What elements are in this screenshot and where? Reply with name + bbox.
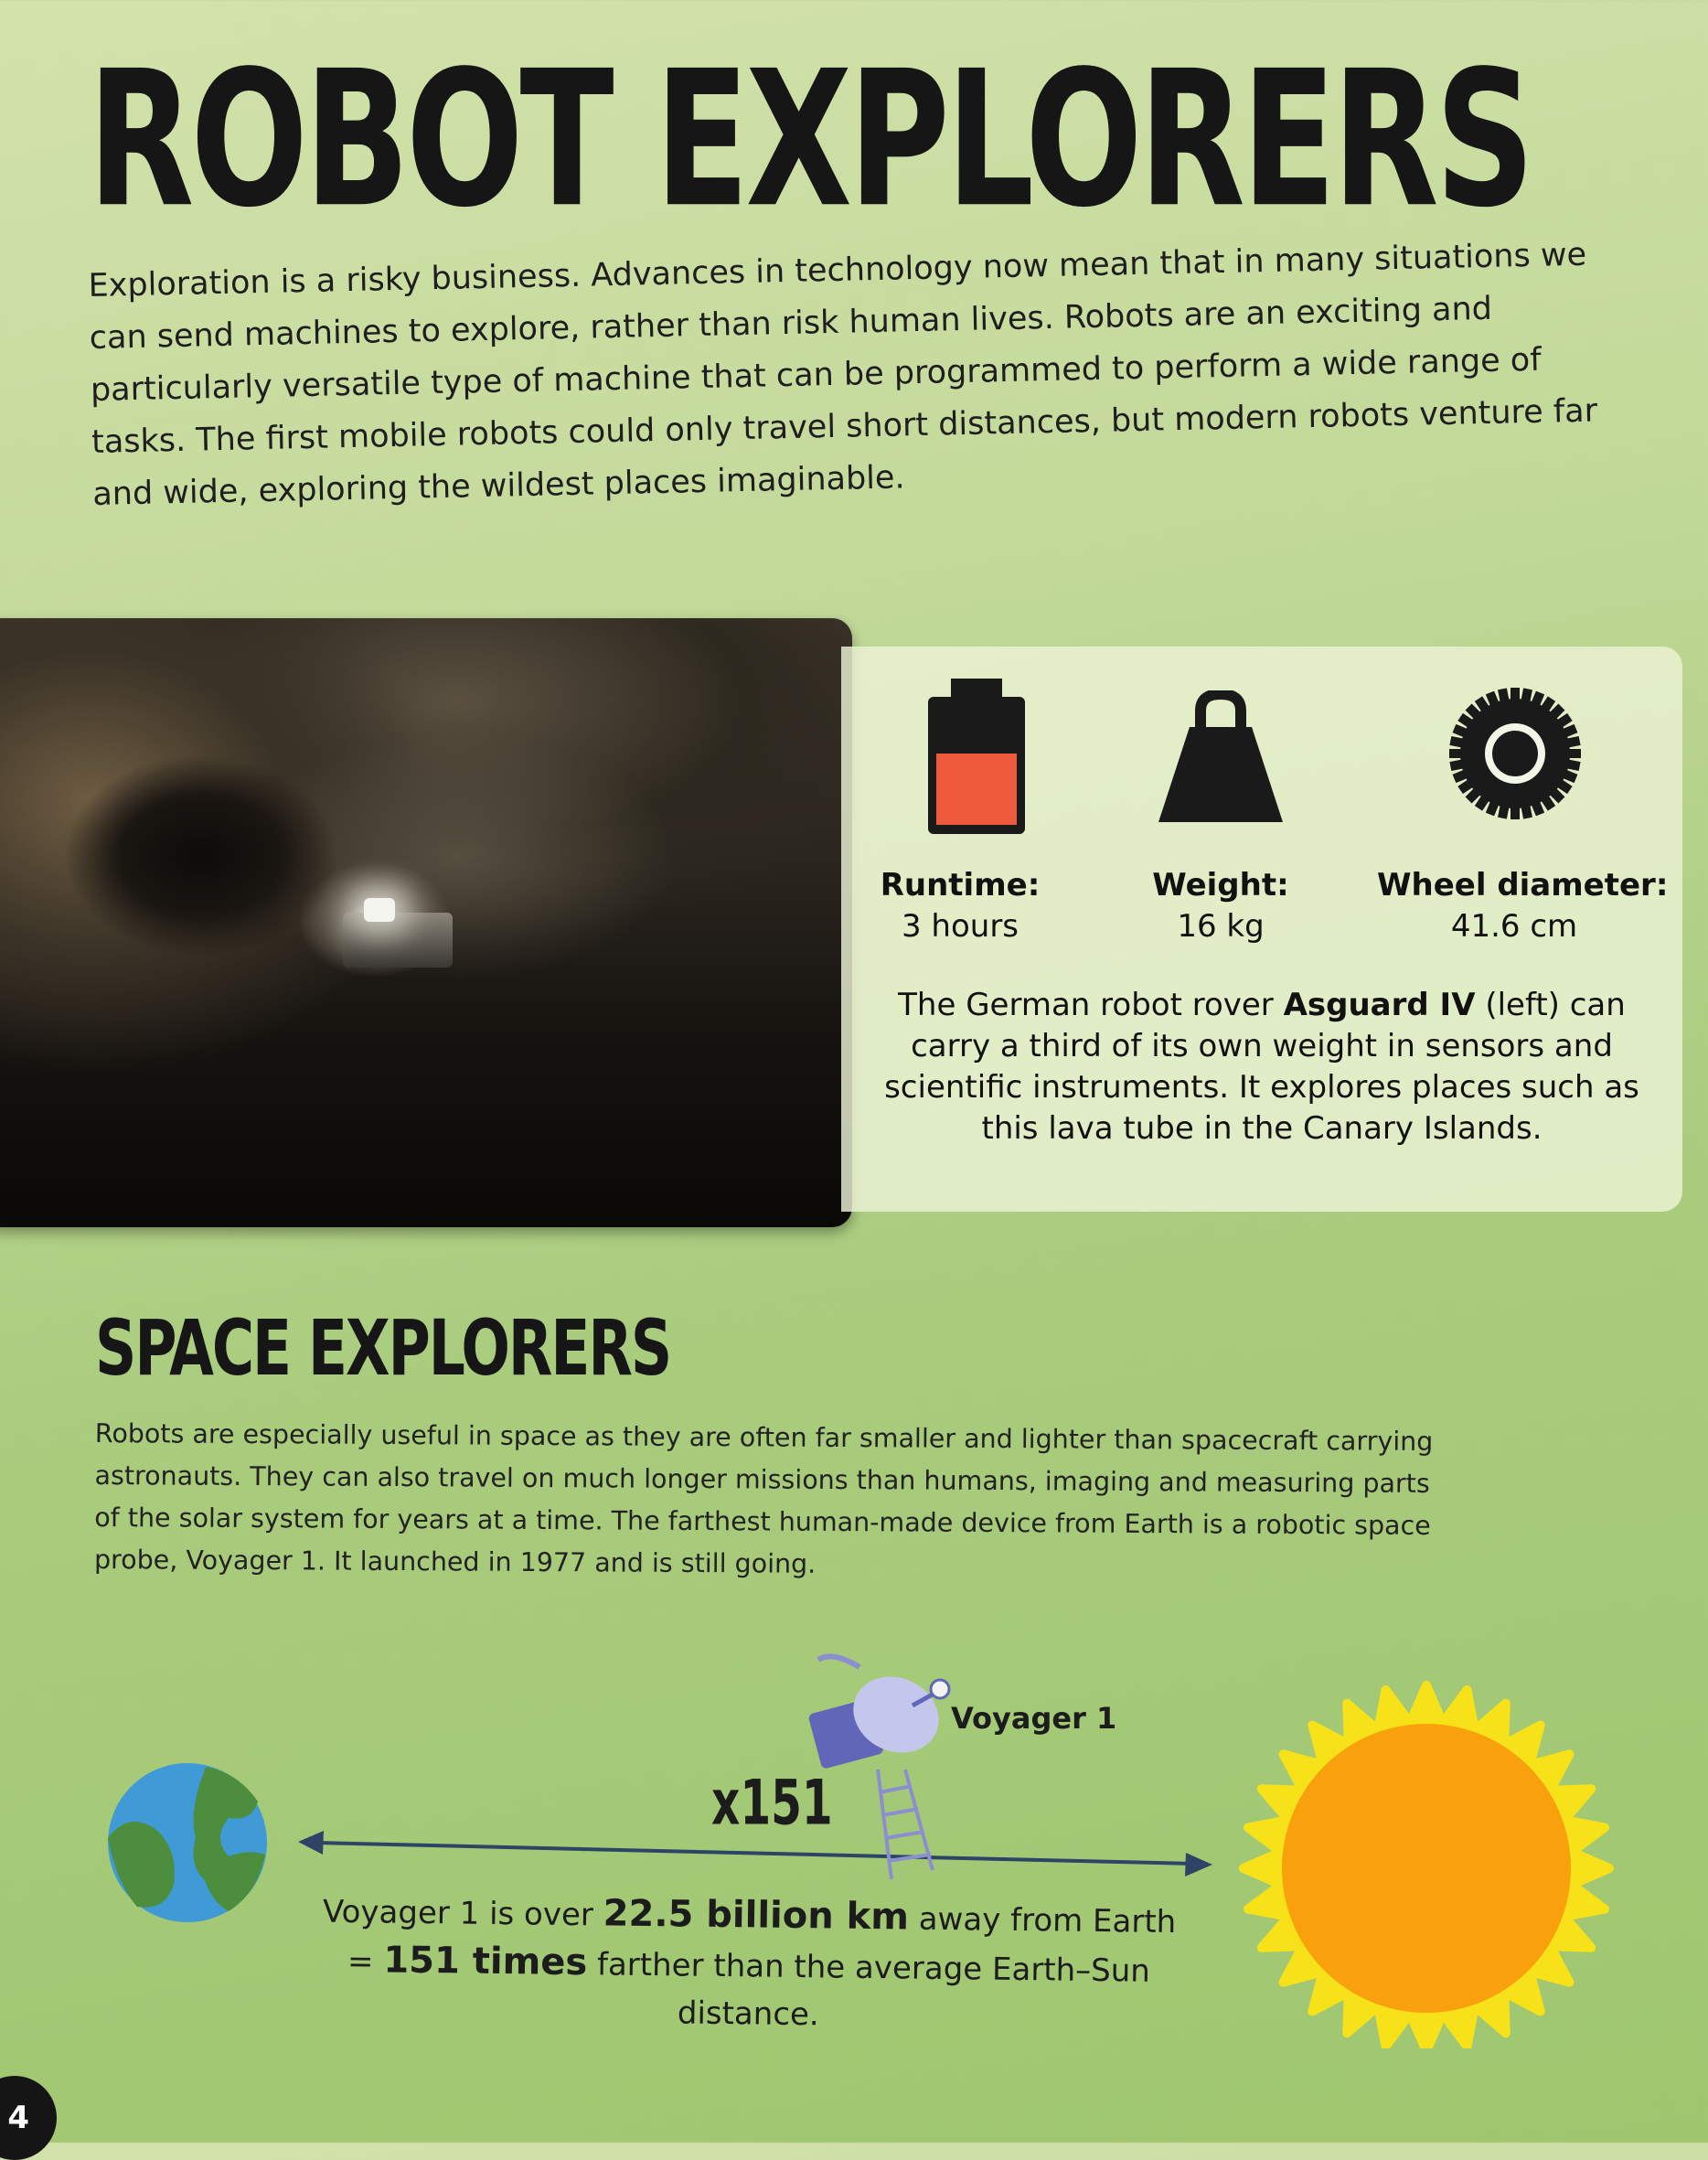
- lava-tube-rover-photo: [0, 618, 852, 1227]
- stat-value: 41.6 cm: [1450, 908, 1578, 945]
- section-paragraph: Robots are especially useful in space as they are often far smaller and lighter than spacecraft carrying astronauts. They can also travel on much longer missions than humans, imaging and measuring parts of the solar system for years at a time. The farthest human-made device from Earth is a robotic space probe, Voyager 1. It launched in 1977 and is still going.: [93, 1417, 1434, 1579]
- caption-text: The German robot rover: [898, 987, 1284, 1023]
- stat-value: 16 kg: [1177, 908, 1265, 945]
- distance-text-part: away from Earth: [908, 1900, 1177, 1941]
- rover-name: Asguard IV: [1283, 987, 1476, 1023]
- multiplier-label: x151: [711, 1767, 833, 1839]
- page-number: 4: [0, 2076, 57, 2160]
- distance-text-part: farther than the average Earth–Sun distance.: [586, 1946, 1151, 2034]
- wheel-icon: [1448, 687, 1582, 820]
- intro-paragraph: Exploration is a risky business. Advances in technology now mean that in many situations we can send machines to explore, rather than risk human lives. Robots are an exciting and particularly versatile type of machine that can be programmed to perform a wide range of tasks. The first mobile robots could only travel short distances, but modern robots venture far and wide, exploring the wildest places imaginable.: [88, 236, 1598, 513]
- stat-label: Weight:: [1152, 867, 1289, 904]
- earth-icon: [108, 1763, 267, 1922]
- voyager-label: Voyager 1: [951, 1701, 1117, 1736]
- rover-headlight: [364, 898, 395, 922]
- stat-label: Runtime:: [880, 867, 1041, 904]
- caption-text: (left) can carry a third of its own weight in sensors and scientific instruments. It explores places such as this lava tube in the Canary Islands.: [884, 987, 1639, 1147]
- stat-value: 3 hours: [901, 908, 1019, 945]
- distance-text-part: Voyager 1 is over: [322, 1893, 603, 1934]
- rover-image: [343, 913, 453, 968]
- battery-icon: [925, 679, 1028, 836]
- weight-icon: [1157, 690, 1285, 826]
- rover-info-panel: [841, 647, 1682, 1212]
- section-title: SPACE EXPLORERS: [95, 1302, 671, 1394]
- distance-text: [272, 1886, 1225, 2044]
- distance-ratio: 151 times: [383, 1939, 588, 1984]
- distance-value: 22.5 billion km: [603, 1892, 910, 1939]
- rover-caption: [878, 985, 1646, 1150]
- page-title: ROBOT EXPLORERS: [88, 29, 1532, 250]
- sun-icon: [1244, 1685, 1609, 2048]
- stat-label: Wheel diameter:: [1377, 867, 1669, 904]
- distance-text-part: =: [347, 1942, 384, 1981]
